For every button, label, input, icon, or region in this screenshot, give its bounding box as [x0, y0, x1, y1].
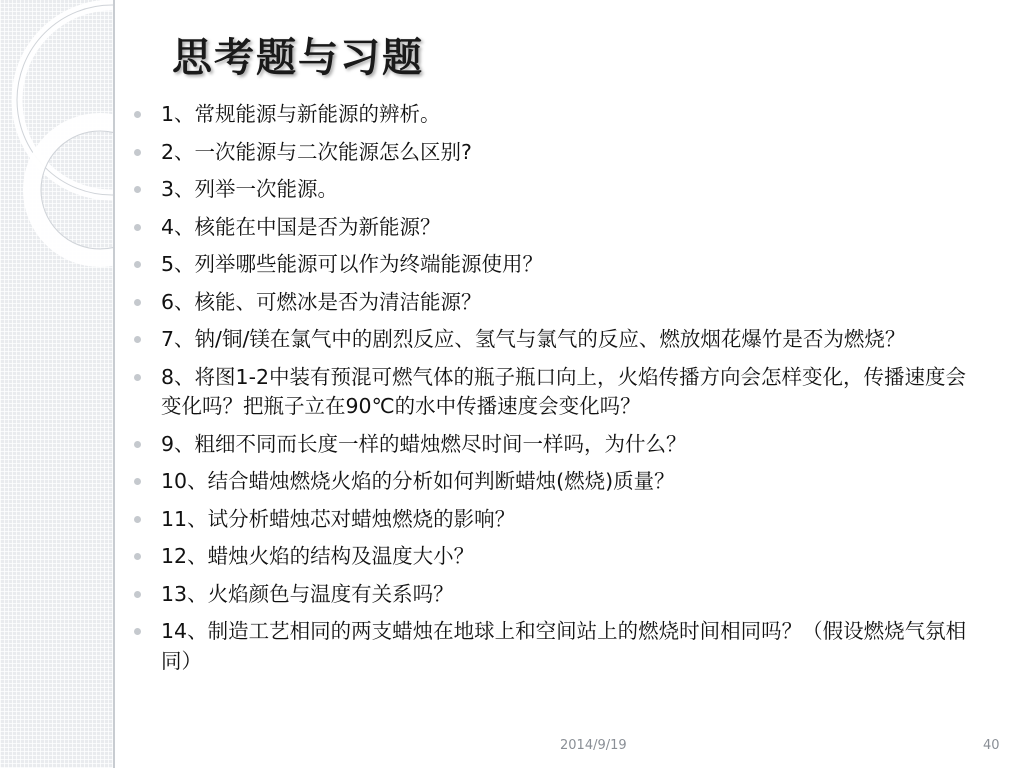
- list-item-text: 10、结合蜡烛燃烧火焰的分析如何判断蜡烛(燃烧)质量？: [161, 469, 675, 493]
- decorative-rings: [0, 0, 113, 768]
- list-item: [134, 250, 984, 280]
- bullet-dot-icon: [134, 441, 141, 448]
- list-item-text: 11、试分析蜡烛芯对蜡烛燃烧的影响？: [161, 506, 516, 531]
- list-item: [134, 542, 984, 572]
- list-item: [134, 580, 984, 610]
- bullet-dot-icon: [134, 591, 141, 598]
- list-item-text: 13、火焰颜色与温度有关系吗？: [161, 581, 454, 606]
- list-item-text: 4、核能在中国是否为新能源？: [161, 214, 441, 239]
- bullet-dot-icon: [134, 516, 141, 523]
- list-item-text: 12、蜡烛火焰的结构及温度大小？: [161, 544, 475, 568]
- bullet-dot-icon: [134, 374, 141, 381]
- list-item-text: 7、钠/铜/镁在氯气中的剧烈反应、氢气与氯气的反应、燃放烟花爆竹是否为燃烧？: [161, 327, 906, 351]
- bullet-dot-icon: [134, 478, 141, 485]
- question-list: [134, 100, 984, 684]
- list-item: [134, 325, 984, 355]
- list-item-text: 6、核能、可燃冰是否为清洁能源？: [161, 289, 482, 314]
- list-item: [134, 138, 984, 168]
- slide-title: 思考题与习题: [172, 35, 424, 81]
- bullet-dot-icon: [134, 261, 141, 268]
- list-item-text: 9、粗细不同而长度一样的蜡烛燃尽时间一样吗，为什么？: [161, 431, 687, 456]
- list-item: [134, 213, 984, 243]
- list-item: [134, 288, 984, 318]
- list-item: [134, 467, 984, 497]
- list-item-text: 8、将图1-2中装有预混可燃气体的瓶子瓶口向上，火焰传播方向会怎样变化，传播速度会变化吗？把瓶子立在90℃的水中传播速度会变化吗？: [161, 364, 967, 418]
- list-item-text: 1、常规能源与新能源的辨析。: [161, 102, 441, 126]
- slide-page-number: 40: [983, 738, 1000, 753]
- bullet-dot-icon: [134, 186, 141, 193]
- list-item: [134, 430, 984, 460]
- bullet-dot-icon: [134, 336, 141, 343]
- list-item: [134, 100, 984, 130]
- list-item-text: 2、一次能源与二次能源怎么区别?: [161, 139, 472, 164]
- list-item: [134, 363, 984, 422]
- list-item-text: 14、制造工艺相同的两支蜡烛在地球上和空间站上的燃烧时间相同吗？（假设燃烧气氛相同）: [161, 619, 967, 673]
- bullet-dot-icon: [134, 149, 141, 156]
- list-item-text: 3、列举一次能源。: [161, 177, 339, 201]
- bullet-dot-icon: [134, 111, 141, 118]
- bullet-dot-icon: [134, 553, 141, 560]
- list-item-text: 5、列举哪些能源可以作为终端能源使用？: [161, 252, 544, 276]
- bullet-dot-icon: [134, 628, 141, 635]
- decorative-side-panel: [0, 0, 115, 768]
- bullet-dot-icon: [134, 299, 141, 306]
- list-item: [134, 505, 984, 535]
- list-item: [134, 617, 984, 676]
- list-item: [134, 175, 984, 205]
- slide-date: 2014/9/19: [560, 738, 627, 753]
- bullet-dot-icon: [134, 224, 141, 231]
